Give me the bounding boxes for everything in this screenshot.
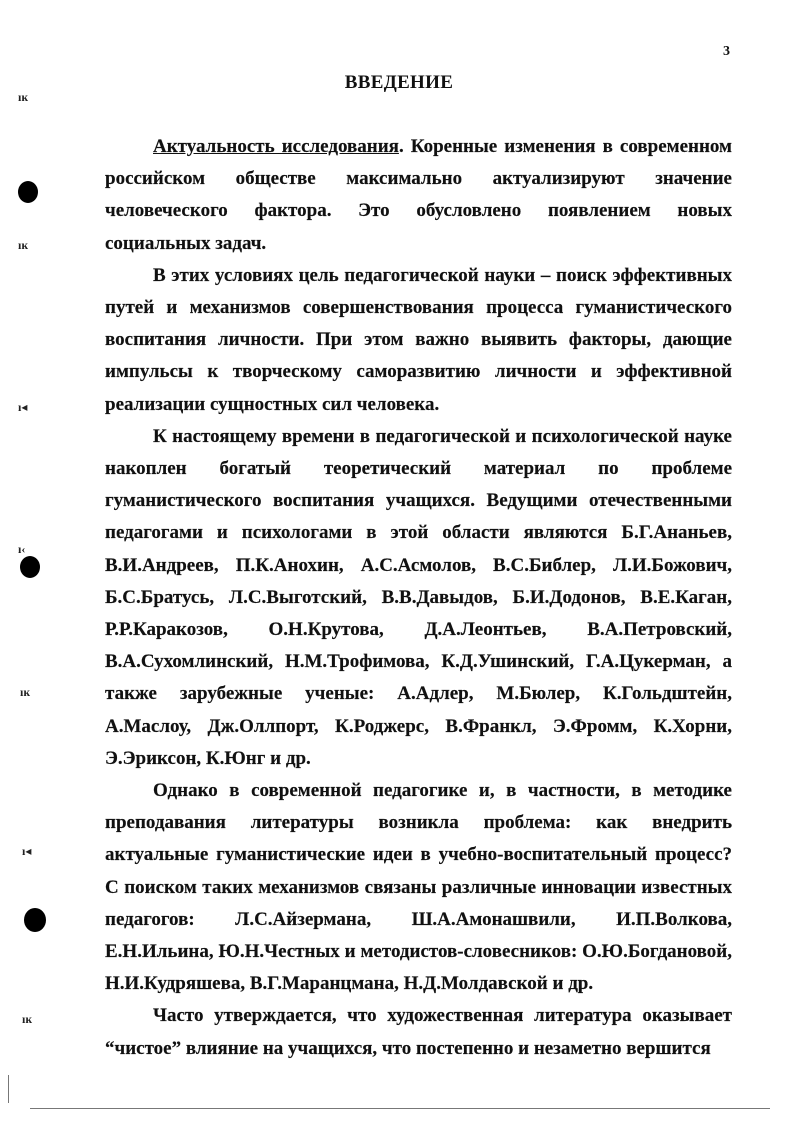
paragraph: В этих условиях цель педагогической науки – поиск эффективных путей и механизмов совершенствования процесса гуманистического воспитания личности. При этом важно выявить факторы, дающие импульсы к творческому саморазвитию личности и эффективной реализации сущностных сил человека. [105,264,732,415]
paragraph: Часто утверждается, что художественная литература оказывает “чистое” влияние на учащихся, что постепенно и незаметно вершится [105,1005,732,1059]
binder-hole [24,908,46,932]
scan-mark: ı‹ [18,542,26,556]
binder-hole [18,181,38,203]
document-body [105,131,732,1065]
scan-mark: ı◂ [18,400,28,414]
paragraph-text: . Коренные изменения в современном российском обществе максимально актуализируют значение человеческого фактора. Это обусловлено появлением новых социальных задач. [105,136,732,254]
paragraph-relevance [105,131,732,260]
relevance-heading: Актуальность исследования [153,136,399,157]
binder-hole [20,556,40,578]
scan-mark: ıĸ [18,90,29,104]
scan-edge-line [30,1108,770,1109]
paragraph: К настоящему времени в педагогической и психологической науке накоплен богатый теоретический материал по проблеме гуманистического воспитания учащихся. Ведущими отечественными педагогами и психологами в этой области являются Б.Г.Ананьев, В.И.Андреев, П.К.Анохин, А.С.Асмолов, В.С.Библер, Л.И.Божович, Б.С.Братусь, Л.С.Выготский, В.В.Давыдов, Б.И.Додонов, В.Е.Каган, Р.Р.Каракозов, О.Н.Крутова, Д.А.Леонтьев, В.А.Петровский, В.А.Сухомлинский, Н.М.Трофимова, К.Д.Ушинский, Г.А.Цукерман, а также зарубежные ученые: А.Адлер, М.Бюлер, К.Гольдштейн, А.Маслоу, Дж.Оллпорт, К.Роджерс, В.Франкл, Э.Фромм, К.Хорни, Э.Эриксон, К.Юнг и др. [105,425,732,769]
scan-mark: ıĸ [18,238,29,252]
scan-mark: ıĸ [20,685,31,699]
page-title: ВВЕДЕНИЕ [344,72,454,93]
page-number: 3 [723,44,730,59]
scan-edge-line [8,1075,9,1103]
scan-mark: ıĸ [22,1012,33,1026]
paragraph: Однако в современной педагогике и, в частности, в методике преподавания литературы возникла проблема: как внедрить актуальные гуманистические идеи в учебно-воспитательный процесс? С поиском таких механизмов связаны различные инновации известных педагогов: Л.С.Айзермана, Ш.А.Амонашвили, И.П.Волкова, Е.Н.Ильина, Ю.Н.Честных и методистов-словесников: О.Ю.Богдановой, Н.И.Кудряшева, В.Г.Маранцмана, Н.Д.Молдавской и др. [105,780,732,995]
scan-mark: ı◂ [22,844,32,858]
